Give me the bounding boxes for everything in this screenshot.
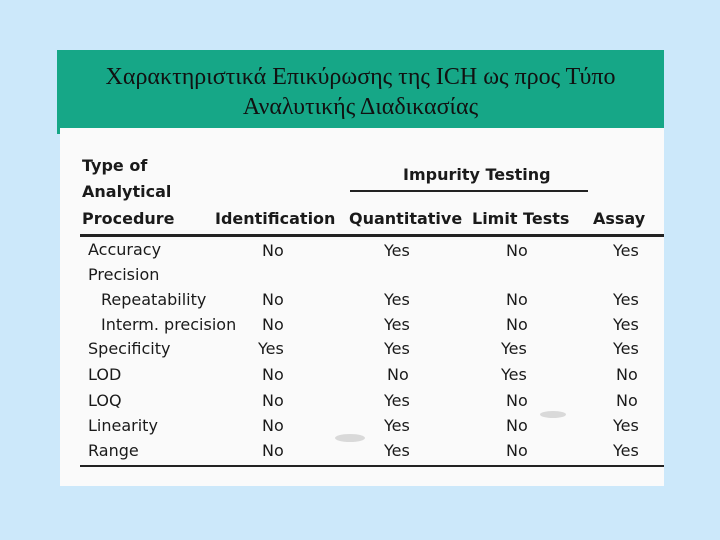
- cell-accuracy-assay: Yes: [613, 241, 639, 260]
- row-label-precision: Precision: [88, 265, 160, 284]
- row-label-repeatability: Repeatability: [101, 290, 207, 309]
- row-label-lod: LOD: [88, 365, 122, 384]
- group-header-rule: [350, 190, 588, 192]
- cell-accuracy-quantitative: Yes: [384, 241, 410, 260]
- scan-smudge: [335, 434, 365, 442]
- scan-smudge: [540, 411, 566, 418]
- cell-accuracy-limit-tests: No: [506, 241, 528, 260]
- cell-repeatability-limit-tests: No: [506, 290, 528, 309]
- cell-loq-limit-tests: No: [506, 391, 528, 410]
- row-label-linearity: Linearity: [88, 416, 158, 435]
- cell-loq-assay: No: [616, 391, 638, 410]
- bottom-rule: [80, 465, 664, 467]
- cell-interm-precision-limit-tests: No: [506, 315, 528, 334]
- cell-range-limit-tests: No: [506, 441, 528, 460]
- cell-specificity-limit-tests: Yes: [501, 339, 527, 358]
- row-label-range: Range: [88, 441, 139, 460]
- column-header-quantitative: Quantitative: [349, 209, 463, 228]
- cell-specificity-assay: Yes: [613, 339, 639, 358]
- header-impurity-testing: Impurity Testing: [403, 165, 551, 184]
- row-label-interm-precision: Interm. precision: [101, 315, 237, 334]
- slide-title-box: [57, 50, 664, 134]
- row-label-loq: LOQ: [88, 391, 122, 410]
- cell-loq-quantitative: Yes: [384, 391, 410, 410]
- row-label-specificity: Specificity: [88, 339, 171, 358]
- cell-repeatability-identification: No: [262, 290, 284, 309]
- cell-range-identification: No: [262, 441, 284, 460]
- cell-linearity-limit-tests: No: [506, 416, 528, 435]
- header-procedure-line2: Analytical: [82, 182, 172, 201]
- cell-linearity-quantitative: Yes: [384, 416, 410, 435]
- cell-linearity-assay: Yes: [613, 416, 639, 435]
- cell-repeatability-assay: Yes: [613, 290, 639, 309]
- column-header-identification: Identification: [215, 209, 336, 228]
- cell-specificity-identification: Yes: [258, 339, 284, 358]
- slide-title-line1: Χαρακτηριστικά Επικύρωσης της ICH ως προς Τύπο: [105, 64, 616, 90]
- cell-accuracy-identification: No: [262, 241, 284, 260]
- cell-interm-precision-identification: No: [262, 315, 284, 334]
- cell-interm-precision-quantitative: Yes: [384, 315, 410, 334]
- cell-loq-identification: No: [262, 391, 284, 410]
- cell-linearity-identification: No: [262, 416, 284, 435]
- cell-lod-limit-tests: Yes: [501, 365, 527, 384]
- header-procedure-line1: Type of: [82, 156, 148, 175]
- cell-range-quantitative: Yes: [384, 441, 410, 460]
- row-label-accuracy: Accuracy: [88, 240, 162, 259]
- cell-interm-precision-assay: Yes: [613, 315, 639, 334]
- cell-specificity-quantitative: Yes: [384, 339, 410, 358]
- column-header-limit-tests: Limit Tests: [472, 209, 570, 228]
- slide-title-line2: Αναλυτικής Διαδικασίας: [242, 94, 479, 120]
- cell-lod-assay: No: [616, 365, 638, 384]
- column-header-assay: Assay: [593, 209, 646, 228]
- cell-lod-identification: No: [262, 365, 284, 384]
- cell-lod-quantitative: No: [387, 365, 409, 384]
- validation-table: [60, 128, 664, 486]
- cell-repeatability-quantitative: Yes: [384, 290, 410, 309]
- header-procedure-line3: Procedure: [82, 209, 175, 228]
- cell-range-assay: Yes: [613, 441, 639, 460]
- header-rule: [80, 234, 664, 237]
